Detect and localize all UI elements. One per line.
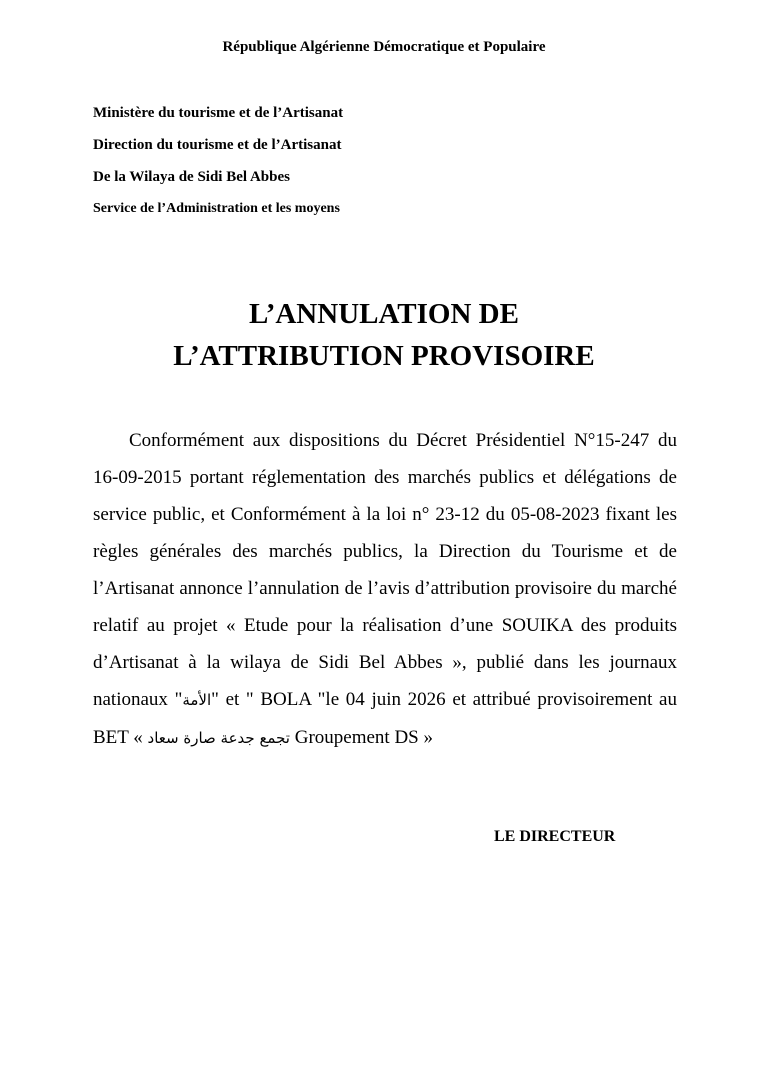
ministry-line: Ministère du tourisme et de l’Artisanat	[93, 105, 344, 121]
direction-line: Direction du tourisme et de l’Artisanat	[93, 137, 342, 153]
bet-name-arabic: تجمع جدعة صارة سعاد	[147, 729, 290, 747]
republic-heading: République Algérienne Démocratique et Populaire	[222, 39, 546, 55]
body-paragraph	[93, 422, 677, 757]
signature-label: LE DIRECTEUR	[494, 828, 616, 845]
administration-header	[93, 104, 343, 232]
wilaya-line: De la Wilaya de Sidi Bel Abbes	[93, 169, 290, 185]
title-line-2: L’ATTRIBUTION PROVISOIRE	[173, 340, 595, 372]
body-text-part-3: Groupement DS »	[289, 727, 433, 748]
newspaper-name-arabic: الأمة	[182, 691, 212, 709]
document-title	[0, 293, 768, 377]
title-line-1: L’ANNULATION DE	[249, 298, 519, 330]
service-line: Service de l’Administration et les moyens	[93, 201, 340, 216]
body-text-part-2: " et " BOLA "le 04 juin 2026 et attribué provisoirement au BET «	[93, 689, 677, 748]
body-text-part-1: Conformément aux dispositions du Décret Présidentiel N°15-247 du 16-09-2015 portant réglementation des marchés publics et délégations de service public, et Conformément à la loi n° 23-12 du 05-08-2023 fixant les règles générales des marchés publics, la Direction du Tourisme et de l’Artisanat annonce l’annulation de l’avis d’attribution provisoire du marché relatif au projet « Etude pour la réalisation d’une SOUIKA des produits d’Artisanat à la wilaya de Sidi Bel Abbes », publié dans les journaux nationaux "	[93, 430, 677, 710]
